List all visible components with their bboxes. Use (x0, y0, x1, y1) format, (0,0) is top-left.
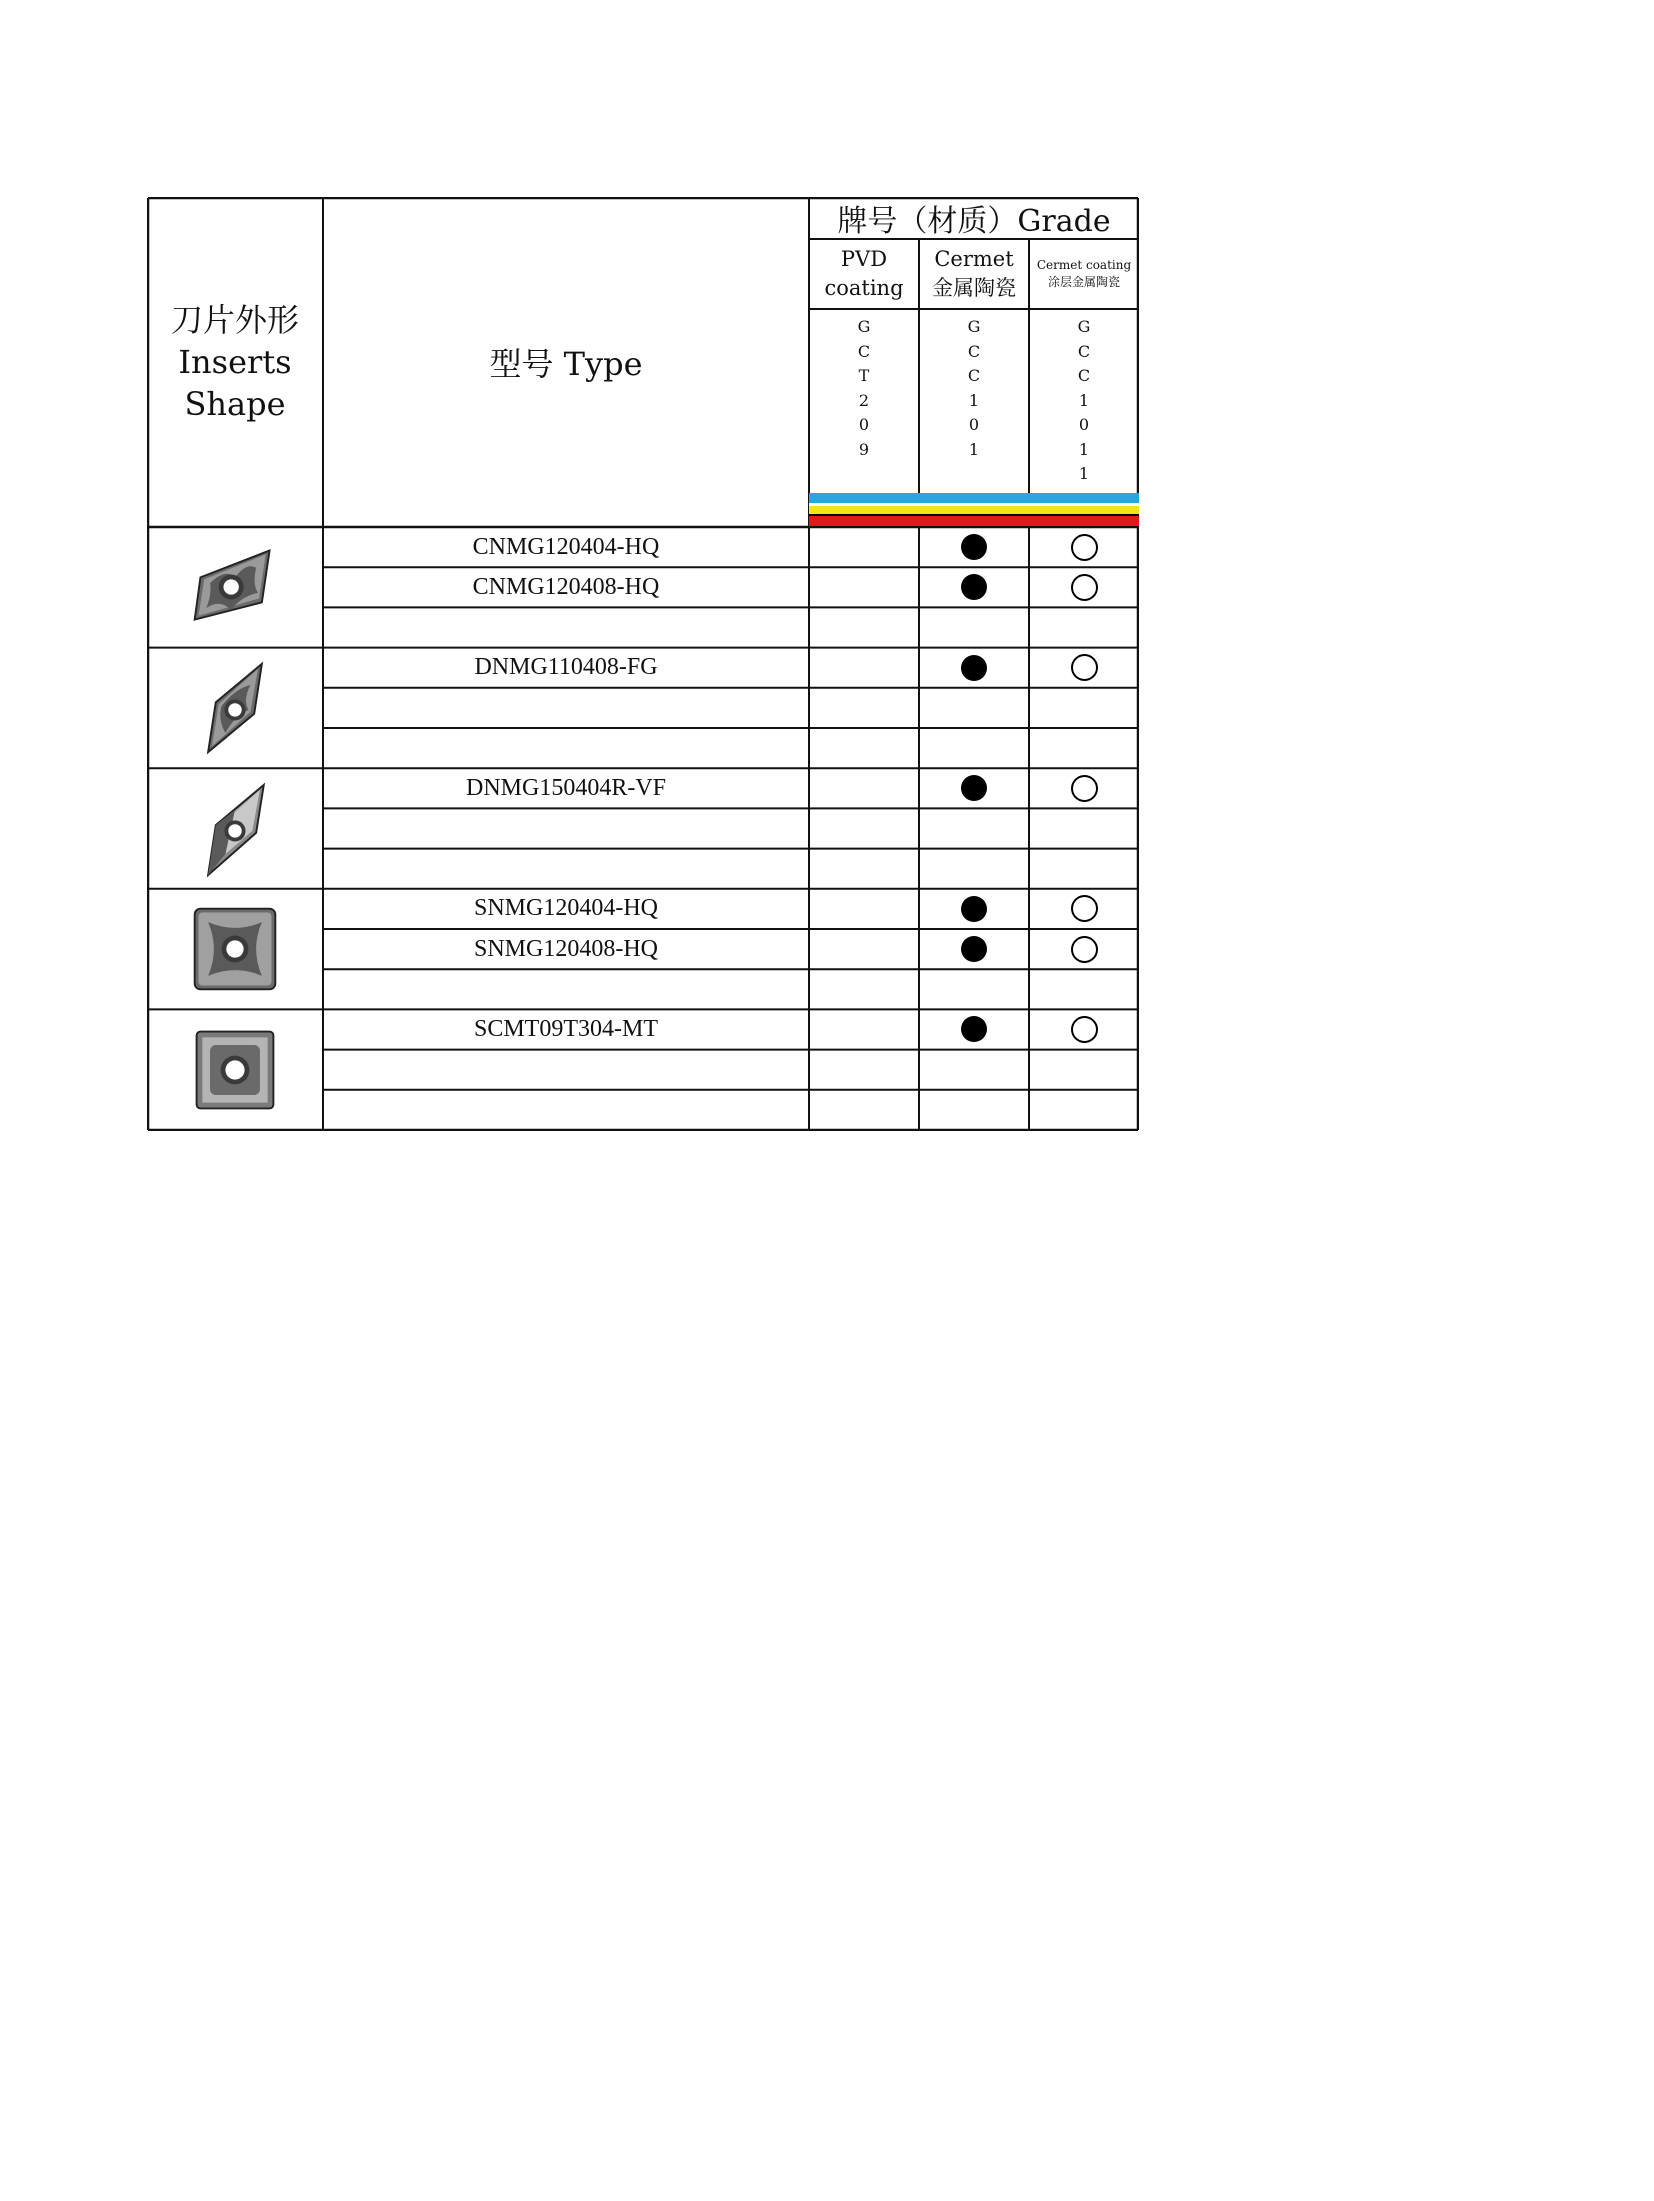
filled-circle-recommended (961, 574, 987, 600)
grade-cell-coated (1029, 1090, 1139, 1130)
grade-cell-pvd (809, 768, 919, 808)
grade-code-char: 1 (1078, 439, 1090, 459)
color-stripe (809, 516, 1139, 526)
grade-cell-cermet (919, 768, 1029, 808)
grade-cell-pvd (809, 728, 919, 768)
open-circle-applicable (1071, 895, 1098, 922)
model-cell: DNMG110408-FG (474, 654, 658, 681)
header-grade-label: 牌号（材质）Grade (837, 204, 1111, 239)
grade-cell-cermet (919, 1050, 1029, 1090)
open-circle-applicable (1071, 1016, 1098, 1043)
grade-table (147, 197, 1139, 1131)
model-cell (323, 849, 809, 889)
grade-cell-cermet (919, 1009, 1029, 1049)
filled-circle-recommended (961, 896, 987, 922)
grade-code-char: 1 (1078, 464, 1090, 483)
grade-code-gct209 (809, 309, 919, 493)
group-cermet-coating (1029, 239, 1139, 309)
model-cell: SNMG120408-HQ (473, 935, 658, 962)
group-pvd-line1: PVD (840, 247, 888, 271)
model-cell (323, 607, 809, 647)
filled-circle-recommended (961, 655, 987, 681)
header-type (323, 197, 809, 527)
model-cell (323, 969, 809, 1009)
dnmg-rhombic-55-icon (187, 660, 283, 756)
model-cell: SCMT09T304-MT (473, 1015, 658, 1042)
grade-code-char: 0 (1078, 415, 1090, 434)
grade-cell-pvd (809, 607, 919, 647)
grade-code-gcc101 (919, 309, 1029, 493)
grade-cell-pvd (809, 527, 919, 567)
grade-code-char: G (967, 317, 981, 336)
grade-cell-coated (1029, 567, 1139, 607)
model-cell (323, 1090, 809, 1130)
grade-code-char: C (967, 341, 981, 361)
grade-code-gcc1011 (1029, 309, 1139, 493)
grade-cell-coated (1029, 527, 1139, 567)
grade-code-char: 0 (968, 415, 980, 434)
model-cell: CNMG120408-HQ (472, 573, 660, 600)
grade-cell-cermet (919, 889, 1029, 929)
grade-cell-pvd (809, 1090, 919, 1130)
header-shape-en1: Inserts (178, 343, 292, 381)
grade-cell-cermet (919, 607, 1029, 647)
group-pvd-coating (809, 239, 919, 309)
grade-cell-cermet (919, 969, 1029, 1009)
grade-cell-coated (1029, 1009, 1139, 1049)
grade-cell-coated (1029, 808, 1139, 848)
model-cell (323, 808, 809, 848)
grade-cell-coated (1029, 849, 1139, 889)
grade-cell-coated (1029, 969, 1139, 1009)
grade-cell-pvd (809, 567, 919, 607)
grade-cell-coated (1029, 728, 1139, 768)
grade-cell-cermet (919, 808, 1029, 848)
grade-code-char: C (1077, 341, 1091, 361)
grade-code-char: T (858, 366, 870, 385)
open-circle-applicable (1071, 574, 1098, 601)
header-type-label: 型号 Type (489, 345, 643, 383)
grade-cell-cermet (919, 728, 1029, 768)
grade-cell-cermet (919, 849, 1029, 889)
group-pvd-line2: coating (824, 276, 904, 300)
model-cell (323, 1050, 809, 1090)
grade-cell-coated (1029, 648, 1139, 688)
grade-cell-pvd (809, 889, 919, 929)
open-circle-applicable (1071, 534, 1098, 561)
color-stripe (809, 493, 1139, 503)
grade-cell-coated (1029, 929, 1139, 969)
model-cell (323, 728, 809, 768)
grade-code-char: 0 (858, 415, 870, 434)
model-cell: SNMG120404-HQ (473, 895, 658, 922)
filled-circle-recommended (961, 534, 987, 560)
grade-code-char: C (967, 366, 981, 385)
group-cermet (919, 239, 1029, 309)
header-shape-en2: Shape (184, 385, 286, 423)
cnmg-rhombic-80-icon (187, 539, 283, 635)
grade-cell-cermet (919, 567, 1029, 607)
grade-cell-pvd (809, 688, 919, 728)
color-stripe (809, 506, 1139, 514)
open-circle-applicable (1071, 936, 1098, 963)
group-cermet-coating-line2: 涂层金属陶瓷 (1047, 275, 1120, 289)
model-cell: CNMG120404-HQ (472, 533, 660, 560)
grade-cell-pvd (809, 849, 919, 889)
model-cell (323, 688, 809, 728)
grade-code-char: 1 (968, 439, 980, 459)
grade-cell-cermet (919, 527, 1029, 567)
grade-cell-pvd (809, 1009, 919, 1049)
grade-cell-coated (1029, 607, 1139, 647)
filled-circle-recommended (961, 936, 987, 962)
group-cermet-coating-line1: Cermet coating (1036, 258, 1132, 272)
snmg-square-icon (187, 901, 283, 997)
header-inserts-shape (147, 197, 323, 527)
grade-code-char: C (857, 341, 871, 361)
grade-cell-pvd (809, 1050, 919, 1090)
grade-code-char: G (1077, 317, 1091, 336)
filled-circle-recommended (961, 1016, 987, 1042)
grade-code-char: C (1077, 366, 1091, 385)
grade-cell-cermet (919, 1090, 1029, 1130)
grade-code-char: 1 (968, 390, 980, 410)
dnmg-r-rhombic-55-icon (187, 781, 283, 877)
group-cermet-line2: 金属陶瓷 (932, 276, 1016, 300)
grade-code-char: 1 (1078, 390, 1090, 410)
grade-cell-coated (1029, 768, 1139, 808)
grade-cell-pvd (809, 808, 919, 848)
header-grade (809, 197, 1139, 239)
grade-cell-coated (1029, 688, 1139, 728)
grade-cell-pvd (809, 969, 919, 1009)
grade-cell-coated (1029, 1050, 1139, 1090)
grade-code-char: 2 (858, 390, 870, 410)
grade-cell-cermet (919, 929, 1029, 969)
grade-cell-cermet (919, 648, 1029, 688)
grade-cell-pvd (809, 648, 919, 688)
grade-code-char: 9 (858, 439, 870, 459)
grade-cell-pvd (809, 929, 919, 969)
open-circle-applicable (1071, 775, 1098, 802)
group-cermet-line1: Cermet (934, 247, 1014, 271)
grade-cell-coated (1029, 889, 1139, 929)
filled-circle-recommended (961, 775, 987, 801)
grade-cell-cermet (919, 688, 1029, 728)
model-cell: DNMG150404R-VF (465, 774, 666, 801)
header-shape-cn: 刀片外形 (170, 301, 299, 339)
scmt-square-icon (187, 1022, 283, 1118)
grade-code-char: G (857, 317, 871, 336)
open-circle-applicable (1071, 654, 1098, 681)
